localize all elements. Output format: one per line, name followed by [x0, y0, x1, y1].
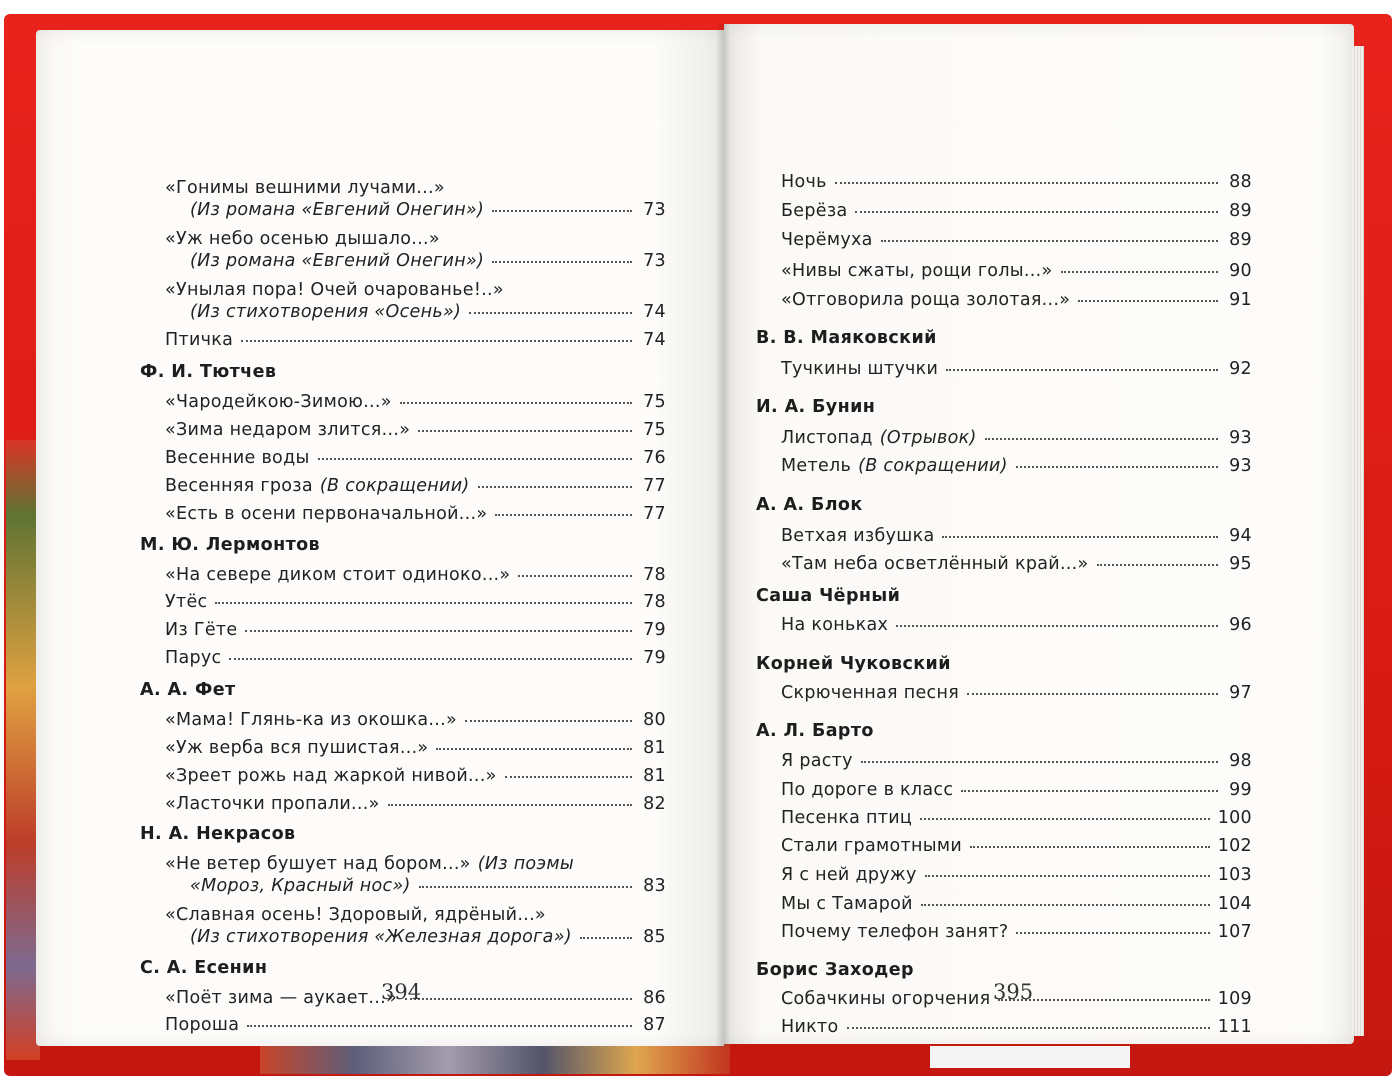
toc-entry-title: Парус — [165, 648, 222, 668]
toc-page-number: 94 — [1229, 526, 1252, 546]
toc-entry — [140, 420, 666, 440]
dot-leader — [419, 885, 632, 888]
toc-entry — [756, 808, 1252, 828]
dot-leader — [847, 1026, 1210, 1029]
toc-entry — [756, 230, 1252, 250]
dot-leader — [961, 789, 1218, 792]
toc-page-number: 77 — [643, 504, 666, 524]
toc-entry-title: Почему телефон занят? — [781, 922, 1009, 942]
toc-page-number: 75 — [643, 392, 666, 412]
toc-entry — [140, 927, 666, 947]
toc-page-number: 107 — [1217, 922, 1252, 942]
toc-page-number: 93 — [1229, 428, 1252, 448]
toc-entry — [756, 359, 1252, 379]
toc-entry — [140, 854, 666, 874]
dot-leader — [896, 624, 1218, 627]
toc-entry — [756, 780, 1252, 800]
toc-entry-title: Собачкины огорчения — [781, 989, 991, 1009]
toc-page-number: 85 — [643, 927, 666, 947]
toc-entry-title: «Славная осень! Здоровый, ядрёный...» — [165, 905, 546, 925]
toc-page-number: 100 — [1217, 808, 1252, 828]
toc-page-number: 91 — [1229, 290, 1252, 310]
toc-entry-title: Никто — [781, 1017, 839, 1037]
dot-leader — [478, 485, 633, 488]
toc-entry-title: (Из стихотворения «Железная дорога») — [190, 927, 572, 947]
toc-entry — [756, 751, 1252, 771]
dot-leader — [436, 747, 632, 750]
toc-entry — [140, 738, 666, 758]
author-heading: М. Ю. Лермонтов — [140, 535, 321, 555]
toc-page-number: 97 — [1229, 683, 1252, 703]
toc-entry — [756, 261, 1252, 281]
author-heading: С. А. Есенин — [140, 958, 268, 978]
toc-entry — [140, 476, 666, 496]
page-number-right: 395 — [993, 980, 1034, 1004]
toc-page-number: 89 — [1229, 230, 1252, 250]
toc-entry-title: Листопад — [781, 428, 873, 448]
toc-page-number: 95 — [1229, 554, 1252, 574]
dot-leader — [946, 368, 1218, 371]
dot-leader — [1016, 465, 1218, 468]
dot-leader — [247, 1024, 632, 1027]
toc-entry — [140, 905, 666, 925]
dot-leader — [405, 997, 632, 1000]
dot-leader — [492, 260, 632, 263]
toc-page-number: 78 — [643, 565, 666, 585]
toc-page-number: 89 — [1229, 201, 1252, 221]
toc-entry — [140, 710, 666, 730]
dot-leader — [920, 817, 1210, 820]
author-heading: Н. А. Некрасов — [140, 824, 296, 844]
toc-entry-title: Пороша — [165, 1015, 240, 1035]
toc-page-number: 104 — [1217, 894, 1252, 914]
toc-entry-title: «Ласточки пропали...» — [165, 794, 380, 814]
book-gutter — [716, 24, 730, 1046]
toc-entry-note: (Отрывок) — [879, 428, 977, 448]
dot-leader — [241, 339, 632, 342]
toc-entry-title: Стали грамотными — [781, 836, 963, 856]
toc-entry — [140, 592, 666, 612]
page-number-left: 394 — [381, 980, 422, 1004]
toc-entry — [140, 794, 666, 814]
toc-page-number: 93 — [1229, 456, 1252, 476]
toc-entry-title: По дороге в класс — [781, 780, 954, 800]
toc-entry — [140, 876, 666, 896]
toc-entry-title: Я расту — [781, 751, 853, 771]
dot-leader — [970, 845, 1210, 848]
toc-entry — [140, 280, 666, 300]
toc-entry — [756, 865, 1252, 885]
author-heading: Ф. И. Тютчев — [140, 362, 277, 382]
toc-entry-title: «Не ветер бушует над бором...» — [165, 854, 471, 874]
toc-entry-title: «Отговорила роща золотая...» — [781, 290, 1071, 310]
toc-entry — [140, 648, 666, 668]
dot-leader — [495, 513, 632, 516]
author-heading: А. А. Фет — [140, 680, 236, 700]
dot-leader — [942, 535, 1218, 538]
toc-entry-note: (Из поэмы — [477, 854, 574, 874]
toc-entry — [756, 615, 1252, 635]
toc-entry-title: «Чародейкою-Зимою...» — [165, 392, 392, 412]
toc-entry-title: (Из романа «Евгений Онегин») — [190, 200, 485, 220]
toc-entry — [140, 200, 666, 220]
dot-leader — [1078, 299, 1218, 302]
dot-leader — [1061, 270, 1218, 273]
dot-leader — [1016, 931, 1209, 934]
toc-entry-title: «Уж верба вся пушистая...» — [165, 738, 429, 758]
toc-entry — [756, 836, 1252, 856]
toc-entry-title: Ветхая избушка — [781, 526, 935, 546]
toc-entry — [140, 504, 666, 524]
toc-entry-title: Утёс — [165, 592, 208, 612]
dot-leader — [505, 775, 632, 778]
dot-leader — [580, 936, 632, 939]
toc-entry — [756, 894, 1252, 914]
dot-leader — [1097, 563, 1218, 566]
toc-entry-title: (Из стихотворения «Осень») — [190, 302, 462, 322]
toc-entry — [140, 766, 666, 786]
dot-leader — [465, 719, 632, 722]
toc-entry-title: Песенка птиц — [781, 808, 913, 828]
toc-page-number: 73 — [643, 200, 666, 220]
toc-page-number: 90 — [1229, 261, 1252, 281]
dot-leader — [418, 429, 632, 432]
toc-entry-title: «Унылая пора! Очей очарованье!..» — [165, 280, 504, 300]
toc-entry — [756, 554, 1252, 574]
toc-entry — [756, 172, 1252, 192]
toc-entry-note: (В сокращении) — [858, 456, 1008, 476]
toc-entry-title: «Нивы сжаты, рощи голы...» — [781, 261, 1053, 281]
dot-leader — [518, 574, 632, 577]
dot-leader — [925, 874, 1210, 877]
page-edges — [1352, 46, 1364, 1036]
toc-page-number: 79 — [643, 620, 666, 640]
toc-entry — [140, 565, 666, 585]
toc-entry-title: «Гонимы вешними лучами...» — [165, 178, 445, 198]
author-heading: А. А. Блок — [756, 495, 863, 515]
author-heading: Борис Заходер — [756, 960, 914, 980]
toc-entry — [140, 330, 666, 350]
cover-illustration-edge — [6, 440, 40, 1060]
toc-entry-title: «Есть в осени первоначальной...» — [165, 504, 488, 524]
toc-entry — [756, 526, 1252, 546]
toc-entry-title: Берёза — [781, 201, 848, 221]
toc-entry-title: На коньках — [781, 615, 889, 635]
dot-leader — [469, 311, 632, 314]
toc-page-number: 81 — [643, 766, 666, 786]
author-heading: А. Л. Барто — [756, 721, 874, 741]
toc-entry — [140, 229, 666, 249]
dot-leader — [388, 803, 632, 806]
toc-entry-title: «Мама! Глянь-ка из окошка...» — [165, 710, 457, 730]
toc-page-number: 83 — [643, 876, 666, 896]
toc-entry — [140, 1015, 666, 1035]
toc-page-number: 102 — [1217, 836, 1252, 856]
toc-entry-title: Из Гёте — [165, 620, 238, 640]
author-heading: В. В. Маяковский — [756, 328, 937, 348]
dot-leader — [881, 239, 1218, 242]
dot-leader — [318, 457, 632, 460]
toc-entry — [756, 922, 1252, 942]
toc-page-number: 74 — [643, 302, 666, 322]
cover-label-strip — [930, 1046, 1130, 1068]
toc-page-number: 73 — [643, 251, 666, 271]
toc-entry-title: Весенняя гроза — [165, 476, 313, 496]
toc-entry-title: «Зреет рожь над жаркой нивой...» — [165, 766, 497, 786]
toc-page-number: 87 — [643, 1015, 666, 1035]
toc-entry — [756, 456, 1252, 476]
toc-entry-title: (Из романа «Евгений Онегин») — [190, 251, 485, 271]
dot-leader — [861, 760, 1218, 763]
toc-page-number: 88 — [1229, 172, 1252, 192]
toc-entry-title: «Там неба осветлённый край...» — [781, 554, 1089, 574]
toc-page-number: 96 — [1229, 615, 1252, 635]
toc-entry — [756, 290, 1252, 310]
toc-page-number: 98 — [1229, 751, 1252, 771]
toc-entry — [140, 302, 666, 322]
dot-leader — [921, 903, 1210, 906]
author-heading: И. А. Бунин — [756, 397, 876, 417]
toc-page-number: 76 — [643, 448, 666, 468]
toc-page-number: 82 — [643, 794, 666, 814]
dot-leader — [245, 629, 632, 632]
toc-page-number: 81 — [643, 738, 666, 758]
toc-entry — [140, 251, 666, 271]
toc-entry-title: Черёмуха — [781, 230, 873, 250]
toc-page-number: 78 — [643, 592, 666, 612]
toc-page-number: 103 — [1217, 865, 1252, 885]
dot-leader — [400, 401, 632, 404]
toc-page-number: 92 — [1229, 359, 1252, 379]
toc-entry — [140, 448, 666, 468]
toc-page-number: 80 — [643, 710, 666, 730]
toc-page-number: 111 — [1217, 1017, 1252, 1037]
toc-entry-title: «Поёт зима — аукает...» — [165, 988, 397, 1008]
toc-entry-title: Мы с Тамарой — [781, 894, 913, 914]
dot-leader — [229, 657, 632, 660]
toc-entry-title: Тучкины штучки — [781, 359, 939, 379]
author-heading: Корней Чуковский — [756, 654, 951, 674]
toc-entry-title: «Уж небо осенью дышало...» — [165, 229, 440, 249]
toc-entry-title: Я с ней дружу — [781, 865, 917, 885]
toc-page-number: 75 — [643, 420, 666, 440]
toc-entry — [140, 392, 666, 412]
dot-leader — [215, 601, 632, 604]
toc-entry-title: Скрюченная песня — [781, 683, 960, 703]
dot-leader — [985, 437, 1218, 440]
dot-leader — [492, 209, 632, 212]
toc-entry-title: «Зима недаром злится...» — [165, 420, 411, 440]
toc-entry-title: «На севере диком стоит одиноко...» — [165, 565, 511, 585]
toc-entry-title: Птичка — [165, 330, 234, 350]
toc-entry — [756, 201, 1252, 221]
toc-entry — [140, 178, 666, 198]
dot-leader — [967, 692, 1218, 695]
dot-leader — [835, 181, 1218, 184]
toc-entry — [140, 620, 666, 640]
toc-entry — [756, 683, 1252, 703]
toc-entry-title: Метель — [781, 456, 852, 476]
toc-entry-title: «Мороз, Красный нос») — [190, 876, 411, 896]
toc-entry — [756, 1017, 1252, 1037]
toc-entry-title: Ночь — [781, 172, 827, 192]
dot-leader — [855, 210, 1218, 213]
toc-page-number: 86 — [643, 988, 666, 1008]
toc-page-number: 99 — [1229, 780, 1252, 800]
toc-page-number: 77 — [643, 476, 666, 496]
author-heading: Саша Чёрный — [756, 586, 901, 606]
toc-page-number: 74 — [643, 330, 666, 350]
toc-page-number: 79 — [643, 648, 666, 668]
toc-entry-title: Весенние воды — [165, 448, 310, 468]
toc-page-number: 109 — [1217, 989, 1252, 1009]
toc-entry — [756, 428, 1252, 448]
toc-entry-note: (В сокращении) — [319, 476, 470, 496]
